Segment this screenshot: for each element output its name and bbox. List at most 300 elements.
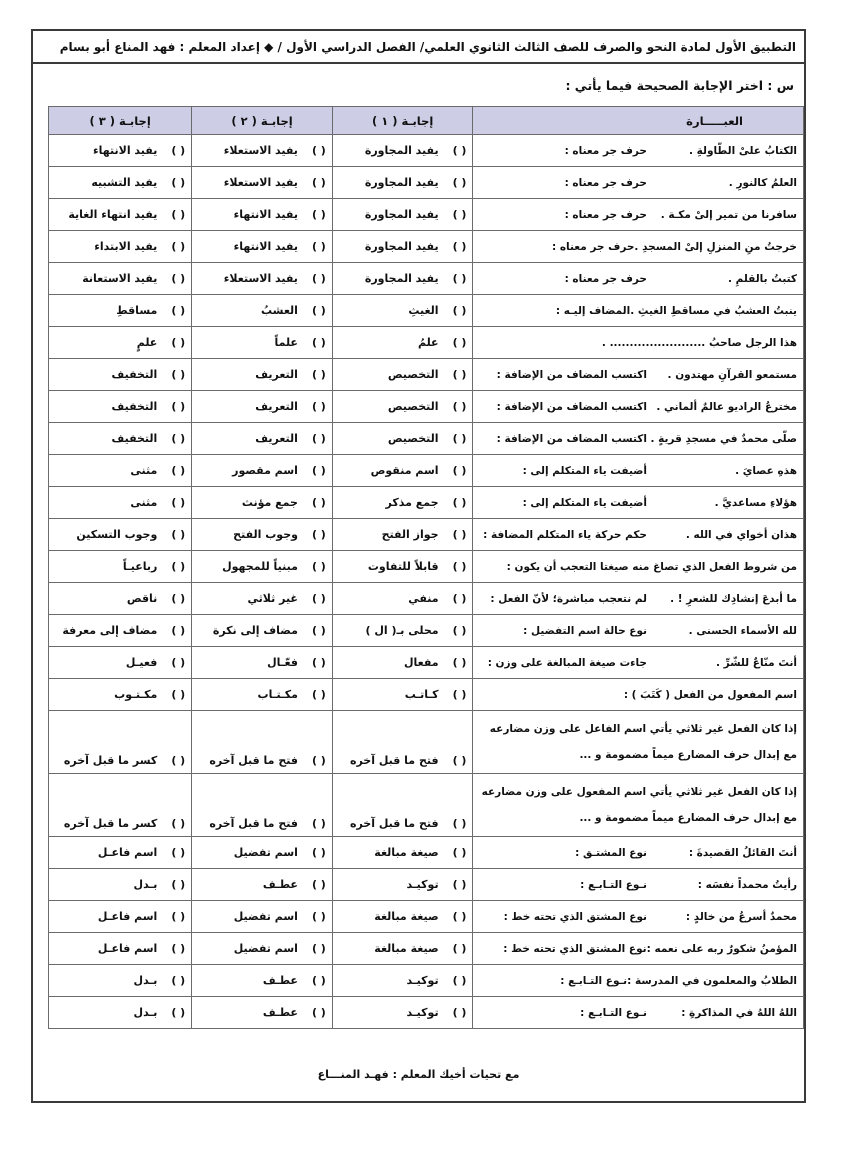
answer-checkbox[interactable]: ( )	[311, 846, 326, 859]
answer-option-2[interactable]	[192, 263, 333, 295]
answer-checkbox[interactable]: ( )	[452, 688, 467, 701]
answer-text: يفيد الانتهاء	[233, 240, 298, 253]
answer-checkbox[interactable]: ( )	[452, 304, 467, 317]
answer-text: يفيد الانتهاء	[93, 144, 158, 157]
statement-text: هذان أخواي في الله .	[685, 528, 797, 541]
answer-text: فتح ما قبل آخره	[209, 754, 298, 767]
answer-text: صيغة مبالغة	[374, 942, 439, 955]
answer-option-1[interactable]	[332, 583, 473, 615]
answer-checkbox[interactable]: ( )	[171, 432, 186, 445]
statement-cell	[473, 231, 804, 263]
answer-checkbox[interactable]: ( )	[452, 560, 467, 573]
statement-prompt: حرف جر معناه :	[564, 144, 647, 157]
answer-text: مضاف إلى معرفة	[62, 624, 158, 637]
statement-cell	[473, 583, 804, 615]
answer-checkbox[interactable]: ( )	[311, 464, 326, 477]
answer-option-1[interactable]	[332, 327, 473, 359]
answer-checkbox[interactable]: ( )	[311, 272, 326, 285]
statement-prompt: نـوع التـابـع :	[560, 974, 628, 987]
statement-cell	[473, 359, 804, 391]
answer-text: مفعال	[403, 656, 439, 669]
table-row	[49, 997, 804, 1029]
answer-text: محلى بـ( ال )	[365, 624, 439, 637]
answer-option-2[interactable]	[192, 391, 333, 423]
table-row	[49, 965, 804, 997]
answer-checkbox[interactable]: ( )	[311, 240, 326, 253]
answer-option-3[interactable]	[49, 199, 192, 231]
statement-prompt: أضيفت ياء المتكلم إلى :	[522, 496, 647, 509]
answer-option-2[interactable]	[192, 167, 333, 199]
answer-text: مساقطِ	[116, 304, 158, 317]
table-row	[49, 583, 804, 615]
statement-text: المؤمنُ شكورٌ ربه على نعمه :	[646, 942, 797, 955]
answer-option-2[interactable]	[192, 711, 333, 774]
table-row	[49, 647, 804, 679]
answer-checkbox[interactable]: ( )	[311, 528, 326, 541]
statement-text: الكتابُ علىْ الطّاولةِ .	[688, 144, 797, 157]
answer-checkbox[interactable]: ( )	[452, 464, 467, 477]
answer-text: بـدل	[133, 878, 158, 891]
header-answer-2: إجابـة ( ٢ )	[192, 107, 333, 135]
answer-option-1[interactable]	[332, 965, 473, 997]
answer-option-3[interactable]	[49, 901, 192, 933]
answer-option-3[interactable]	[49, 837, 192, 869]
answer-checkbox[interactable]: ( )	[171, 656, 186, 669]
answer-text: بـدل	[133, 974, 158, 987]
answer-text: علمٍ	[136, 336, 158, 349]
answer-option-3[interactable]	[49, 869, 192, 901]
statement-prompt: نوع حالة اسم التفضيل :	[523, 624, 647, 637]
answer-text: علمُ	[417, 336, 439, 349]
statement-cell	[473, 679, 804, 711]
statement-prompt: المضاف إليـه :	[555, 304, 631, 317]
statement-prompt: حرف جر معناه :	[564, 176, 647, 189]
answer-option-2[interactable]	[192, 647, 333, 679]
header-answer-1: إجابـة ( ١ )	[332, 107, 473, 135]
statement-text: الطلابُ والمعلمون في المدرسة :	[627, 974, 797, 987]
answer-option-1[interactable]	[332, 679, 473, 711]
answer-checkbox[interactable]: ( )	[311, 336, 326, 349]
answer-checkbox[interactable]: ( )	[452, 910, 467, 923]
statement-cell	[473, 901, 804, 933]
answer-checkbox[interactable]: ( )	[171, 942, 186, 955]
answer-checkbox[interactable]: ( )	[311, 560, 326, 573]
answer-option-3[interactable]	[49, 327, 192, 359]
answer-checkbox[interactable]: ( )	[452, 817, 467, 830]
answer-option-2[interactable]	[192, 869, 333, 901]
answer-option-3[interactable]	[49, 583, 192, 615]
statement-cell	[473, 711, 804, 774]
answer-checkbox[interactable]: ( )	[452, 592, 467, 605]
answer-option-3[interactable]	[49, 167, 192, 199]
answer-checkbox[interactable]: ( )	[452, 336, 467, 349]
answer-text: يفيد المجاورة	[364, 176, 439, 189]
answer-text: فعيـل	[125, 656, 158, 669]
answer-text: فتح ما قبل آخره	[209, 817, 298, 830]
answer-checkbox[interactable]: ( )	[452, 208, 467, 221]
answer-checkbox[interactable]: ( )	[171, 1006, 186, 1019]
statement-prompt: حرف جر معناه :	[552, 240, 635, 253]
answer-checkbox[interactable]: ( )	[171, 754, 186, 767]
table-row	[49, 519, 804, 551]
answer-checkbox[interactable]: ( )	[311, 656, 326, 669]
answer-option-1[interactable]	[332, 869, 473, 901]
answer-checkbox[interactable]: ( )	[452, 432, 467, 445]
answer-option-3[interactable]	[49, 263, 192, 295]
answer-option-2[interactable]	[192, 487, 333, 519]
answer-checkbox[interactable]: ( )	[311, 878, 326, 891]
answer-checkbox[interactable]: ( )	[452, 1006, 467, 1019]
answer-option-3[interactable]	[49, 231, 192, 263]
table-row	[49, 774, 804, 837]
answer-checkbox[interactable]: ( )	[171, 528, 186, 541]
answer-text: كسر ما قبل آخره	[63, 817, 158, 830]
table-row	[49, 327, 804, 359]
statement-cell	[473, 167, 804, 199]
statement-text: العلمُ كالنورِ .	[728, 176, 797, 189]
answer-checkbox[interactable]: ( )	[452, 240, 467, 253]
answer-option-3[interactable]	[49, 711, 192, 774]
answer-option-3[interactable]	[49, 359, 192, 391]
answer-checkbox[interactable]: ( )	[452, 656, 467, 669]
statement-text: اللهُ اللهُ في المذاكرةِ :	[681, 1006, 797, 1019]
answer-option-3[interactable]	[49, 391, 192, 423]
answer-checkbox[interactable]: ( )	[452, 754, 467, 767]
answer-option-1[interactable]	[332, 231, 473, 263]
statement-cell	[473, 327, 804, 359]
statement-cell	[473, 295, 804, 327]
answer-option-3[interactable]	[49, 487, 192, 519]
statement-prompt: نـوع التـابـع :	[580, 878, 647, 891]
answer-checkbox[interactable]: ( )	[452, 878, 467, 891]
answer-checkbox[interactable]: ( )	[171, 400, 186, 413]
answer-option-1[interactable]	[332, 423, 473, 455]
footer-signature: مع تحيات أخيك المعلم : فهـد المنـــاع	[317, 1067, 520, 1081]
answer-checkbox[interactable]: ( )	[311, 208, 326, 221]
answer-checkbox[interactable]: ( )	[171, 592, 186, 605]
answer-text: غير ثلاثي	[247, 592, 298, 605]
statement-text: هؤلاءِ مساعديَّ .	[714, 496, 797, 509]
answer-text: فتح ما قبل آخره	[349, 817, 439, 830]
answer-checkbox[interactable]: ( )	[311, 368, 326, 381]
statement-prompt: حكم حركة ياء المتكلم المضافة :	[483, 528, 647, 541]
answer-option-3[interactable]	[49, 455, 192, 487]
answer-checkbox[interactable]: ( )	[452, 974, 467, 987]
answer-checkbox[interactable]: ( )	[171, 560, 186, 573]
answer-option-1[interactable]	[332, 295, 473, 327]
statement-text: مستمعو القرآنِ مهتدون .	[667, 368, 797, 381]
statement-text: مخترعُ الراديو عالمٌ ألماني .	[656, 400, 797, 413]
statement-text: خرجتُ منِ المنزلِ إلىْ المسجدِ .	[634, 240, 797, 253]
answer-option-1[interactable]	[332, 837, 473, 869]
answer-text: توكيـد	[406, 878, 439, 891]
answer-text: اسم مقصور	[232, 464, 298, 477]
answer-option-1[interactable]	[332, 933, 473, 965]
table-row	[49, 711, 804, 774]
answer-text: كـاتـب	[404, 688, 439, 701]
statement-text: هذهِ عصايَ .	[735, 464, 797, 477]
table-row	[49, 837, 804, 869]
answer-text: اسم منقوص	[370, 464, 439, 477]
answer-option-1[interactable]	[332, 997, 473, 1029]
answer-checkbox[interactable]: ( )	[311, 624, 326, 637]
statement-cell	[473, 423, 804, 455]
answer-option-2[interactable]	[192, 231, 333, 263]
answer-text: اسم تفضيل	[233, 910, 298, 923]
statement-prompt: حرف جر معناه :	[564, 208, 647, 221]
answer-text: التعريف	[255, 368, 298, 381]
answer-option-1[interactable]	[332, 135, 473, 167]
answer-checkbox[interactable]: ( )	[311, 144, 326, 157]
quiz-table	[48, 106, 804, 1029]
answer-checkbox[interactable]: ( )	[311, 496, 326, 509]
statement-text: من شروط الفعل الذي تصاغ منه صيغتا التعجب أن يكون :	[506, 560, 797, 573]
statement-cell	[473, 997, 804, 1029]
answer-text: مبنياً للمجهول	[222, 560, 298, 573]
answer-text: العشبُ	[261, 304, 298, 317]
answer-text: يفيد انتهاء الغاية	[68, 208, 158, 221]
answer-option-3[interactable]	[49, 519, 192, 551]
answer-checkbox[interactable]: ( )	[171, 624, 186, 637]
answer-text: يفيد المجاورة	[364, 240, 439, 253]
answer-text: يفيد الابتداء	[94, 240, 158, 253]
answer-option-2[interactable]	[192, 551, 333, 583]
answer-checkbox[interactable]: ( )	[311, 1006, 326, 1019]
answer-text: يفيد المجاورة	[364, 272, 439, 285]
table-row	[49, 359, 804, 391]
answer-checkbox[interactable]: ( )	[171, 240, 186, 253]
answer-text: رباعيـاً	[122, 560, 158, 573]
answer-option-1[interactable]	[332, 519, 473, 551]
answer-option-3[interactable]	[49, 933, 192, 965]
answer-text: اسم فاعـل	[97, 846, 158, 859]
answer-text: التخفيف	[111, 368, 158, 381]
answer-checkbox[interactable]: ( )	[171, 304, 186, 317]
answer-checkbox[interactable]: ( )	[311, 592, 326, 605]
statement-text: ما أبدعَ إنشادِك للشعرِ ! .	[670, 592, 797, 605]
answer-option-1[interactable]	[332, 551, 473, 583]
answer-checkbox[interactable]: ( )	[452, 624, 467, 637]
answer-text: التعريف	[255, 400, 298, 413]
statement-prompt: لم نتعجب مباشرة؛ لأنّ الفعل :	[490, 592, 647, 605]
answer-option-2[interactable]	[192, 359, 333, 391]
statement-text: أنتَ القائلُ القصيدةَ :	[688, 846, 797, 859]
statement-prompt: نوع المشتق الذي تحته خط :	[503, 942, 647, 955]
answer-text: ناقص	[126, 592, 158, 605]
answer-option-1[interactable]	[332, 901, 473, 933]
answer-checkbox[interactable]: ( )	[171, 144, 186, 157]
answer-text: مكـتـاب	[257, 688, 298, 701]
answer-option-2[interactable]	[192, 837, 333, 869]
answer-text: يفيد التشبيه	[91, 176, 158, 189]
statement-cell	[473, 263, 804, 295]
answer-option-1[interactable]	[332, 711, 473, 774]
answer-checkbox[interactable]: ( )	[311, 432, 326, 445]
answer-option-3[interactable]	[49, 551, 192, 583]
answer-option-1[interactable]	[332, 647, 473, 679]
answer-text: عطـف	[262, 974, 298, 987]
answer-checkbox[interactable]: ( )	[171, 846, 186, 859]
answer-checkbox[interactable]: ( )	[311, 400, 326, 413]
table-row	[49, 391, 804, 423]
answer-text: جواز الفتح	[381, 528, 439, 541]
table-row	[49, 869, 804, 901]
answer-checkbox[interactable]: ( )	[452, 400, 467, 413]
answer-option-2[interactable]	[192, 933, 333, 965]
statement-prompt: اكتسب المضاف من الإضافة :	[496, 400, 647, 413]
table-row	[49, 455, 804, 487]
answer-text: التخفيف	[111, 400, 158, 413]
answer-checkbox[interactable]: ( )	[171, 208, 186, 221]
answer-text: بـدل	[133, 1006, 158, 1019]
table-row	[49, 135, 804, 167]
answer-checkbox[interactable]: ( )	[171, 496, 186, 509]
answer-checkbox[interactable]: ( )	[171, 336, 186, 349]
answer-option-2[interactable]	[192, 997, 333, 1029]
answer-option-3[interactable]	[49, 965, 192, 997]
answer-option-1[interactable]	[332, 199, 473, 231]
answer-text: فتح ما قبل آخره	[349, 754, 439, 767]
answer-checkbox[interactable]: ( )	[311, 817, 326, 830]
table-row	[49, 679, 804, 711]
answer-option-2[interactable]	[192, 455, 333, 487]
statement-text: أنتَ منّاعٌ للشّرِّ .	[716, 656, 797, 669]
answer-checkbox[interactable]: ( )	[171, 176, 186, 189]
statement-prompt: أضيفت ياء المتكلم إلى :	[522, 464, 647, 477]
answer-text: مضاف إلى نكرة	[212, 624, 298, 637]
statement-cell	[473, 455, 804, 487]
table-row	[49, 295, 804, 327]
statement-cell	[473, 965, 804, 997]
answer-option-2[interactable]	[192, 774, 333, 837]
answer-text: صيغة مبالغة	[374, 910, 439, 923]
answer-option-3[interactable]	[49, 997, 192, 1029]
answer-checkbox[interactable]: ( )	[171, 817, 186, 830]
answer-checkbox[interactable]: ( )	[452, 942, 467, 955]
answer-checkbox[interactable]: ( )	[171, 688, 186, 701]
answer-option-2[interactable]	[192, 199, 333, 231]
statement-text: إذا كان الفعل غير ثلاثي يأتي اسم الفاعل على وزن مضارعه مع إبدال حرف المضارع ميماً مضمومة و ...	[489, 723, 797, 761]
answer-text: منفي	[408, 592, 439, 605]
table-row	[49, 231, 804, 263]
answer-checkbox[interactable]: ( )	[311, 176, 326, 189]
answer-text: يفيد الاستعلاء	[223, 144, 298, 157]
statement-text: لله الأسماء الحسنى .	[688, 624, 797, 637]
answer-text: توكيـد	[406, 1006, 439, 1019]
answer-checkbox[interactable]: ( )	[311, 304, 326, 317]
answer-text: الغيثِ	[408, 304, 439, 317]
answer-option-3[interactable]	[49, 679, 192, 711]
answer-text: التخفيف	[111, 432, 158, 445]
answer-option-3[interactable]	[49, 647, 192, 679]
answer-checkbox[interactable]: ( )	[452, 144, 467, 157]
answer-checkbox[interactable]: ( )	[171, 878, 186, 891]
table-row	[49, 199, 804, 231]
answer-option-2[interactable]	[192, 615, 333, 647]
answer-text: فعّـال	[267, 656, 298, 669]
answer-option-3[interactable]	[49, 423, 192, 455]
answer-text: وجوب التسكين	[76, 528, 158, 541]
statement-cell	[473, 774, 804, 837]
answer-text: علماً	[274, 336, 298, 349]
table-row	[49, 423, 804, 455]
answer-option-2[interactable]	[192, 583, 333, 615]
answer-checkbox[interactable]: ( )	[311, 688, 326, 701]
answer-option-3[interactable]	[49, 774, 192, 837]
statement-cell	[473, 615, 804, 647]
answer-option-2[interactable]	[192, 135, 333, 167]
answer-text: يفيد الاستعلاء	[223, 272, 298, 285]
answer-text: جمع مؤنث	[241, 496, 298, 509]
statement-prompt: حرف جر معناه :	[564, 272, 647, 285]
answer-option-1[interactable]	[332, 455, 473, 487]
answer-text: التعريف	[255, 432, 298, 445]
answer-option-2[interactable]	[192, 965, 333, 997]
answer-option-1[interactable]	[332, 615, 473, 647]
answer-option-2[interactable]	[192, 295, 333, 327]
answer-checkbox[interactable]: ( )	[452, 528, 467, 541]
answer-checkbox[interactable]: ( )	[171, 272, 186, 285]
statement-text: ينبتُ العشبُ في مساقطِ الغيثِ .	[630, 304, 797, 317]
answer-checkbox[interactable]: ( )	[311, 974, 326, 987]
answer-option-3[interactable]	[49, 135, 192, 167]
answer-option-2[interactable]	[192, 901, 333, 933]
statement-text: كتبتُ بالقلمِ .	[728, 272, 797, 285]
statement-prompt: اكتسب المضاف من الإضافة :	[496, 368, 647, 381]
answer-text: يفيد الاستعانة	[82, 272, 158, 285]
answer-text: التخصيص	[387, 400, 439, 413]
answer-text: يفيد المجاورة	[364, 208, 439, 221]
answer-option-2[interactable]	[192, 423, 333, 455]
answer-text: اسم تفضيل	[233, 942, 298, 955]
answer-checkbox[interactable]: ( )	[171, 464, 186, 477]
statement-text: رأيتُ محمداً نفسَه :	[697, 878, 797, 891]
answer-checkbox[interactable]: ( )	[452, 496, 467, 509]
answer-option-1[interactable]	[332, 391, 473, 423]
answer-checkbox[interactable]: ( )	[311, 910, 326, 923]
answer-option-1[interactable]	[332, 774, 473, 837]
answer-checkbox[interactable]: ( )	[311, 942, 326, 955]
answer-checkbox[interactable]: ( )	[171, 910, 186, 923]
answer-checkbox[interactable]: ( )	[311, 754, 326, 767]
answer-option-2[interactable]	[192, 679, 333, 711]
statement-prompt: نـوع التـابـع :	[580, 1006, 647, 1019]
answer-checkbox[interactable]: ( )	[452, 846, 467, 859]
statement-text: هذا الرجل صاحبُ ........................ .	[601, 336, 797, 349]
answer-option-2[interactable]	[192, 519, 333, 551]
answer-option-2[interactable]	[192, 327, 333, 359]
question-instruction: س : اختر الإجابة الصحيحة فيما يأتي :	[565, 77, 794, 93]
answer-option-3[interactable]	[49, 615, 192, 647]
answer-option-1[interactable]	[332, 359, 473, 391]
answer-checkbox[interactable]: ( )	[452, 368, 467, 381]
answer-option-1[interactable]	[332, 487, 473, 519]
answer-option-3[interactable]	[49, 295, 192, 327]
answer-text: اسم فاعـل	[97, 910, 158, 923]
answer-text: يفيد المجاورة	[364, 144, 439, 157]
answer-option-1[interactable]	[332, 167, 473, 199]
statement-cell	[473, 837, 804, 869]
answer-text: عطـف	[262, 878, 298, 891]
statement-cell	[473, 487, 804, 519]
table-row	[49, 933, 804, 965]
answer-checkbox[interactable]: ( )	[452, 176, 467, 189]
statement-prompt: اكتسب المضاف من الإضافة :	[496, 432, 647, 445]
answer-option-1[interactable]	[332, 263, 473, 295]
answer-checkbox[interactable]: ( )	[171, 974, 186, 987]
answer-checkbox[interactable]: ( )	[171, 368, 186, 381]
answer-checkbox[interactable]: ( )	[452, 272, 467, 285]
